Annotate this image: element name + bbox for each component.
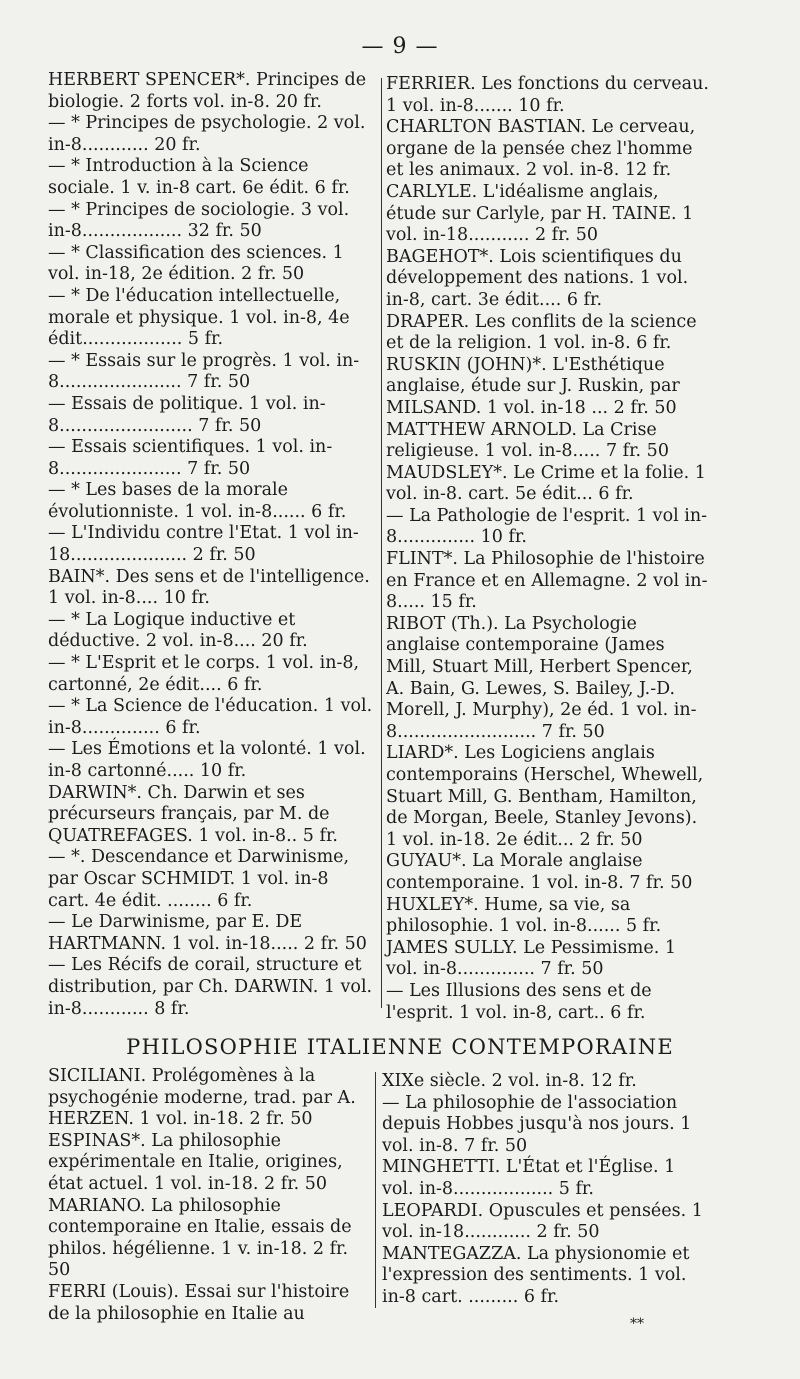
catalog-entry: — * L'Esprit et le corps. 1 vol. in-8, cartonné, 2e édit.... 6 fr. bbox=[48, 653, 360, 695]
catalog-entry: — * De l'éducation intellectuelle, morale et physique. 1 vol. in-8, 4e édit.................. 5 fr. bbox=[48, 285, 350, 350]
catalog-entry: DARWIN*. Ch. Darwin et ses précurseurs français, par M. de QUATREFAGES. 1 vol. in-8.. 5 fr. bbox=[48, 782, 338, 846]
catalog-entry: MINGHETTI. L'État et l'Église. 1 vol. in-8.................. 5 fr. bbox=[382, 1157, 676, 1199]
column-divider bbox=[381, 78, 382, 1008]
catalog-entry: — *. Descendance et Darwinisme, par Oscar SCHMIDT. 1 vol. in-8 cart. 4e édit. ........ 6 fr. bbox=[48, 847, 350, 911]
catalog-entry: — Les Récifs de corail, structure et distribution, par Ch. DARWIN. 1 vol. in-8............ 8 fr. bbox=[48, 955, 373, 1019]
catalog-entry: MANTEGAZZA. La physionomie et l'expression des sentiments. 1 vol. in-8 cart. ......... 6 fr. bbox=[382, 1243, 690, 1307]
catalog-entry: — * La Logique inductive et déductive. 2 vol. in-8.... 20 fr. bbox=[48, 609, 308, 652]
catalog-entry: FERRIER. Les fonctions du cerveau. 1 vol. in-8....... 10 fr. bbox=[386, 74, 709, 116]
catalog-entry: — * Les bases de la morale évolutionniste. 1 vol. in-8...... 6 fr. bbox=[48, 480, 347, 522]
catalog-entry: LEOPARDI. Opuscules et pensées. 1 vol. in-18............ 2 fr. 50 bbox=[382, 1200, 703, 1243]
page-number: — 9 — bbox=[361, 34, 439, 59]
catalog-entry: LIARD*. Les Logiciens anglais contemporains (Herschel, Whewell, Stuart Mill, G. Bentham, Hamilton, de Morgan, Beele, Stanley Jevons). 1 vol. in-18. 2e édit... 2 fr. 50 bbox=[386, 743, 704, 850]
catalog-entry: — Essais scientifiques. 1 vol. in-8...................... 7 fr. 50 bbox=[48, 437, 333, 479]
catalog-entry: GUYAU*. La Morale anglaise contemporaine. 1 vol. in-8. 7 fr. 50 bbox=[386, 851, 693, 893]
catalog-entry: MATTHEW ARNOLD. La Crise religieuse. 1 vol. in-8..... 7 fr. 50 bbox=[386, 419, 669, 462]
catalog-entry: — Essais de politique. 1 vol. in-8........................ 7 fr. 50 bbox=[48, 393, 326, 436]
catalog-entry: RIBOT (Th.). La Psychologie anglaise contemporaine (James Mill, Stuart Mill, Herbert Spencer, A. Bain, G. Lewes, S. Bailey, J.-D. Morell, J. Murphy), 2e éd. 1 vol. in-8......................... 7 fr. 50 bbox=[386, 613, 697, 742]
catalog-entry: — Le Darwinisme, par E. DE HARTMANN. 1 vol. in-18..... 2 fr. 50 bbox=[48, 912, 367, 954]
catalog-entry: CHARLTON BASTIAN. Le cerveau, organe de la pensée chez l'homme et les animaux. 2 vol. in-8. 12 fr. bbox=[386, 117, 696, 181]
catalog-entry: — Les Illusions des sens et de l'esprit. 1 vol. in-8, cart.. 6 fr. bbox=[386, 980, 652, 1023]
catalog-entry: — * Essais sur le progrès. 1 vol. in-8...................... 7 fr. 50 bbox=[48, 350, 360, 393]
catalog-entry: SICILIANI. Prolégomènes à la psychogénie moderne, trad. par A. HERZEN. 1 vol. in-18. 2 fr. 50 bbox=[48, 1066, 356, 1130]
catalog-entry: — * Classification des sciences. 1 vol. in-18, 2e édition. 2 fr. 50 bbox=[48, 242, 344, 285]
catalog-entry: JAMES SULLY. Le Pessimisme. 1 vol. in-8.............. 7 fr. 50 bbox=[386, 937, 677, 980]
column-divider bbox=[375, 1072, 376, 1308]
catalog-entry: FERRI (Louis). Essai sur l'histoire de la philosophie en Italie au bbox=[48, 1281, 350, 1324]
footer-mark: ** bbox=[630, 1316, 644, 1332]
catalog-entry: — La philosophie de l'association depuis Hobbes jusqu'à nos jours. 1 vol. in-8. 7 fr. 50 bbox=[382, 1092, 692, 1156]
catalog-entry: — * Introduction à la Science sociale. 1 v. in-8 cart. 6e édit. 6 fr. bbox=[48, 156, 350, 198]
catalog-entry: MARIANO. La philosophie contemporaine en Italie, essais de philos. hégélienne. 1 v. in-18. 2 fr. 50 bbox=[48, 1195, 352, 1281]
catalog-column-1 bbox=[48, 70, 374, 1020]
catalog-entry: BAGEHOT*. Lois scientifiques du développement des nations. 1 vol. in-8, cart. 3e édit.... 6 fr. bbox=[386, 246, 689, 310]
catalog-entry: — L'Individu contre l'Etat. 1 vol in-18..................... 2 fr. 50 bbox=[48, 523, 359, 566]
catalog-column-4 bbox=[382, 1071, 706, 1309]
catalog-column-2 bbox=[386, 74, 710, 1024]
catalog-entry: HUXLEY*. Hume, sa vie, sa philosophie. 1 vol. in-8...... 5 fr. bbox=[386, 894, 662, 937]
catalog-entry: — La Pathologie de l'esprit. 1 vol in-8.............. 10 fr. bbox=[386, 505, 708, 548]
catalog-entry: FLINT*. La Philosophie de l'histoire en France et en Allemagne. 2 vol in-8..... 15 fr. bbox=[386, 549, 708, 613]
catalog-entry: HERBERT SPENCER*. Principes de biologie. 2 forts vol. in-8. 20 fr. bbox=[48, 70, 367, 112]
catalog-entry: — * Principes de sociologie. 3 vol. in-8.................. 32 fr. 50 bbox=[48, 199, 350, 242]
catalog-entry: — Les Émotions et la volonté. 1 vol. in-8 cartonné..... 10 fr. bbox=[48, 739, 366, 781]
catalog-entry: — * Principes de psychologie. 2 vol. in-8............ 20 fr. bbox=[48, 113, 366, 155]
catalog-entry: MAUDSLEY*. Le Crime et la folie. 1 vol. in-8. cart. 5e édit... 6 fr. bbox=[386, 462, 706, 505]
catalog-entry: CARLYLE. L'idéalisme anglais, étude sur Carlyle, par H. TAINE. 1 vol. in-18........... 2 fr. 50 bbox=[386, 181, 694, 246]
section-heading: PHILOSOPHIE ITALIENNE CONTEMPORAINE bbox=[126, 1035, 674, 1059]
catalog-entry: BAIN*. Des sens et de l'intelligence. 1 vol. in-8.... 10 fr. bbox=[48, 566, 370, 609]
catalog-entry: XIXe siècle. 2 vol. in-8. 12 fr. bbox=[382, 1071, 637, 1091]
catalog-entry: — * La Science de l'éducation. 1 vol. in-8.............. 6 fr. bbox=[48, 696, 373, 738]
catalog-entry: RUSKIN (JOHN)*. L'Esthétique anglaise, étude sur J. Ruskin, par MILSAND. 1 vol. in-18 ... 2 fr. 50 bbox=[386, 354, 680, 418]
catalog-entry: DRAPER. Les conflits de la science et de la religion. 1 vol. in-8. 6 fr. bbox=[386, 311, 697, 354]
catalog-entry: ESPINAS*. La philosophie expérimentale en Italie, origines, état actuel. 1 vol. in-18. 2 fr. 50 bbox=[48, 1130, 343, 1194]
catalog-column-3 bbox=[48, 1066, 374, 1325]
